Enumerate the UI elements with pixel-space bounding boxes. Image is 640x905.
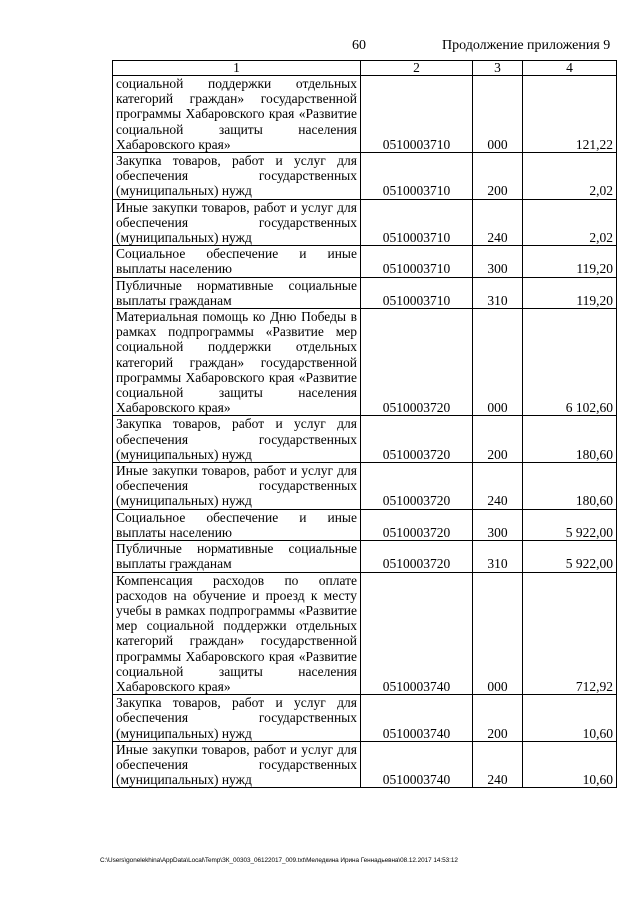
- table-row: [113, 695, 617, 742]
- row-code: 0510003740: [361, 572, 473, 695]
- table-row: [113, 199, 617, 246]
- row-type: 310: [473, 541, 523, 572]
- file-path-footer: C:\Users\gonelekhina\AppData\Local\Temp\ЗК_00303_06122017_009.txt\Меледкина Ирина Геннадьевна\08.12.2017 14:53:12: [100, 857, 458, 864]
- row-name: Закупка товаров, работ и услуг для обеспечения государственных (муниципальных) нужд: [113, 695, 361, 742]
- row-type: 240: [473, 463, 523, 510]
- row-type: 240: [473, 741, 523, 788]
- row-type: 300: [473, 509, 523, 540]
- table-row: [113, 246, 617, 277]
- column-header: 2: [361, 61, 473, 76]
- row-type: 000: [473, 76, 523, 153]
- row-amount: 119,20: [523, 277, 617, 308]
- row-code: 0510003720: [361, 309, 473, 416]
- row-amount: 712,92: [523, 572, 617, 695]
- row-amount: 5 922,00: [523, 541, 617, 572]
- table-row: [113, 541, 617, 572]
- table-row: [113, 416, 617, 463]
- row-type: 200: [473, 416, 523, 463]
- column-header: 3: [473, 61, 523, 76]
- table-row: [113, 277, 617, 308]
- row-amount: 2,02: [523, 153, 617, 200]
- table-header-row: [113, 61, 617, 76]
- table-row: [113, 309, 617, 416]
- table-row: [113, 741, 617, 788]
- row-code: 0510003710: [361, 199, 473, 246]
- row-name: социальной поддержки отдельных категорий граждан» государственной программы Хабаровского края «Развитие социальной защиты населения Хабаровского края»: [113, 76, 361, 153]
- row-type: 240: [473, 199, 523, 246]
- row-code: 0510003720: [361, 416, 473, 463]
- table-row: [113, 509, 617, 540]
- row-type: 300: [473, 246, 523, 277]
- table-row: [113, 572, 617, 695]
- row-amount: 2,02: [523, 199, 617, 246]
- row-code: 0510003710: [361, 153, 473, 200]
- row-code: 0510003720: [361, 463, 473, 510]
- table-body: [113, 76, 617, 788]
- row-amount: 6 102,60: [523, 309, 617, 416]
- row-name: Социальное обеспечение и иные выплаты населению: [113, 509, 361, 540]
- table-row: [113, 463, 617, 510]
- row-name: Публичные нормативные социальные выплаты гражданам: [113, 541, 361, 572]
- row-amount: 180,60: [523, 416, 617, 463]
- row-name: Закупка товаров, работ и услуг для обеспечения государственных (муниципальных) нужд: [113, 416, 361, 463]
- row-code: 0510003740: [361, 695, 473, 742]
- row-code: 0510003710: [361, 76, 473, 153]
- row-amount: 180,60: [523, 463, 617, 510]
- row-type: 200: [473, 695, 523, 742]
- row-type: 200: [473, 153, 523, 200]
- row-amount: 119,20: [523, 246, 617, 277]
- table-row: [113, 76, 617, 153]
- page-number: 60: [352, 38, 366, 53]
- row-type: 000: [473, 572, 523, 695]
- row-type: 000: [473, 309, 523, 416]
- row-name: Иные закупки товаров, работ и услуг для обеспечения государственных (муниципальных) нужд: [113, 463, 361, 510]
- row-code: 0510003720: [361, 541, 473, 572]
- row-name: Закупка товаров, работ и услуг для обеспечения государственных (муниципальных) нужд: [113, 153, 361, 200]
- row-type: 310: [473, 277, 523, 308]
- row-amount: 10,60: [523, 741, 617, 788]
- row-amount: 121,22: [523, 76, 617, 153]
- continuation-label: Продолжение приложения 9: [442, 38, 611, 53]
- row-name: Публичные нормативные социальные выплаты гражданам: [113, 277, 361, 308]
- column-header: 4: [523, 61, 617, 76]
- row-code: 0510003720: [361, 509, 473, 540]
- row-name: Компенсация расходов по оплате расходов на обучение и проезд к месту учебы в рамках подпрограммы «Развитие мер социальной поддержки отдельных категорий граждан» государственной программы Хабаровского края «Развитие социальной защиты населения Хабаровского края»: [113, 572, 361, 695]
- row-code: 0510003710: [361, 277, 473, 308]
- row-name: Материальная помощь ко Дню Победы в рамках подпрограммы «Развитие мер социальной поддержки отдельных категорий граждан» государственной программы Хабаровского края «Развитие социальной защиты населения Хабаровского края»: [113, 309, 361, 416]
- row-code: 0510003740: [361, 741, 473, 788]
- row-name: Иные закупки товаров, работ и услуг для обеспечения государственных (муниципальных) нужд: [113, 199, 361, 246]
- row-code: 0510003710: [361, 246, 473, 277]
- column-header: 1: [113, 61, 361, 76]
- budget-table: [112, 60, 617, 788]
- row-name: Иные закупки товаров, работ и услуг для обеспечения государственных (муниципальных) нужд: [113, 741, 361, 788]
- table-row: [113, 153, 617, 200]
- row-name: Социальное обеспечение и иные выплаты населению: [113, 246, 361, 277]
- row-amount: 5 922,00: [523, 509, 617, 540]
- row-amount: 10,60: [523, 695, 617, 742]
